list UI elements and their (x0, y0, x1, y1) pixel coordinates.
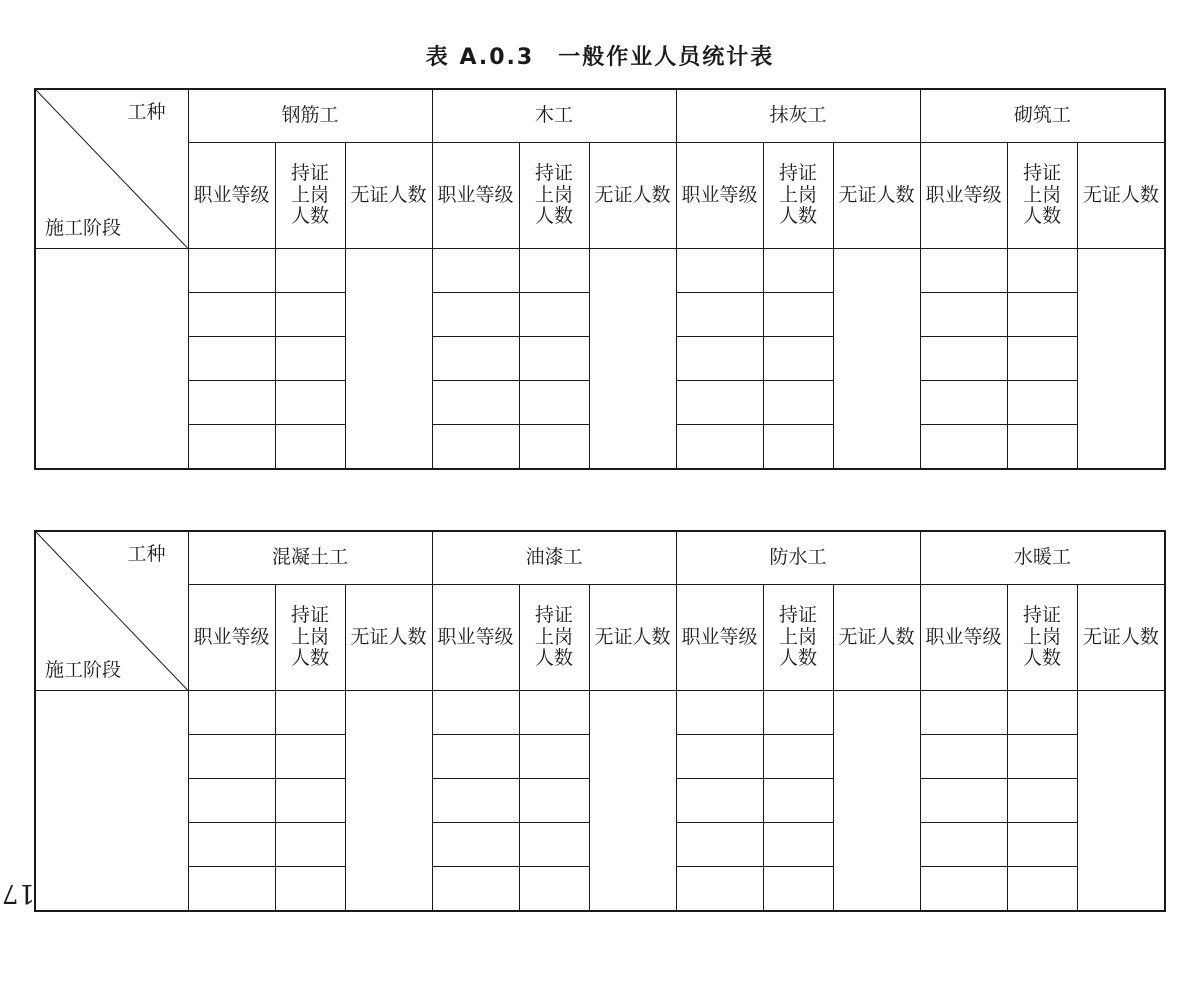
certified-count-cell[interactable] (275, 249, 345, 293)
certified-count-cell[interactable] (275, 293, 345, 337)
grade-cell[interactable] (432, 425, 519, 470)
grade-cell[interactable] (188, 823, 275, 867)
certified-count-cell[interactable] (275, 691, 345, 735)
certified-count-cell[interactable] (763, 823, 833, 867)
certified-count-cell[interactable] (519, 867, 589, 912)
trade-header: 油漆工 (432, 531, 676, 585)
certified-count-cell[interactable] (1007, 425, 1077, 470)
grade-cell[interactable] (920, 381, 1007, 425)
corner-label-stage: 施工阶段 (45, 659, 122, 682)
certified-count-cell[interactable] (519, 249, 589, 293)
certified-count-cell[interactable] (519, 823, 589, 867)
grade-cell[interactable] (432, 735, 519, 779)
certified-count-cell[interactable] (275, 867, 345, 912)
sub-header: 持证上岗人数 (519, 585, 589, 691)
grade-cell[interactable] (920, 823, 1007, 867)
grade-cell[interactable] (188, 249, 275, 293)
table-row (35, 249, 1165, 293)
sub-header: 职业等级 (188, 143, 275, 249)
sub-header: 持证上岗人数 (275, 143, 345, 249)
grade-cell[interactable] (920, 735, 1007, 779)
grade-cell[interactable] (188, 691, 275, 735)
sub-header: 职业等级 (188, 585, 275, 691)
sub-header: 无证人数 (589, 143, 676, 249)
sub-header: 职业等级 (676, 143, 763, 249)
trade-header: 混凝土工 (188, 531, 432, 585)
sub-header: 职业等级 (920, 143, 1007, 249)
trade-header: 钢筋工 (188, 89, 432, 143)
certified-count-cell[interactable] (519, 337, 589, 381)
certified-count-cell[interactable] (519, 425, 589, 470)
uncertified-count-cell[interactable] (589, 691, 676, 912)
certified-count-cell[interactable] (519, 381, 589, 425)
uncertified-count-cell[interactable] (345, 249, 432, 470)
grade-cell[interactable] (676, 735, 763, 779)
grade-cell[interactable] (188, 779, 275, 823)
grade-cell[interactable] (676, 249, 763, 293)
grade-cell[interactable] (188, 735, 275, 779)
sub-header: 职业等级 (432, 585, 519, 691)
trade-header-row (35, 89, 1165, 143)
grade-cell[interactable] (432, 823, 519, 867)
trade-header: 抹灰工 (676, 89, 920, 143)
table-row (35, 691, 1165, 735)
uncertified-count-cell[interactable] (833, 249, 920, 470)
certified-count-cell[interactable] (519, 293, 589, 337)
certified-count-cell[interactable] (1007, 337, 1077, 381)
grade-cell[interactable] (676, 779, 763, 823)
certified-count-cell[interactable] (763, 381, 833, 425)
certified-count-cell[interactable] (763, 293, 833, 337)
sub-header: 无证人数 (833, 143, 920, 249)
sub-header: 无证人数 (1077, 585, 1165, 691)
grade-cell[interactable] (432, 867, 519, 912)
table-title: 表 A.0.3 一般作业人员统计表 (425, 45, 775, 70)
trade-header: 防水工 (676, 531, 920, 585)
grade-cell[interactable] (920, 337, 1007, 381)
grade-cell[interactable] (188, 337, 275, 381)
statistics-table (34, 88, 1166, 470)
grade-cell[interactable] (920, 691, 1007, 735)
grade-cell[interactable] (432, 337, 519, 381)
certified-count-cell[interactable] (763, 337, 833, 381)
grade-cell[interactable] (676, 425, 763, 470)
trade-header: 水暖工 (920, 531, 1165, 585)
diagonal-corner-cell (35, 531, 188, 691)
stage-cell[interactable] (35, 691, 188, 912)
grade-cell[interactable] (920, 779, 1007, 823)
grade-cell[interactable] (676, 293, 763, 337)
grade-cell[interactable] (432, 381, 519, 425)
sub-header: 无证人数 (1077, 143, 1165, 249)
grade-cell[interactable] (920, 867, 1007, 912)
grade-cell[interactable] (432, 249, 519, 293)
sub-header: 持证上岗人数 (1007, 143, 1077, 249)
certified-count-cell[interactable] (763, 735, 833, 779)
certified-count-cell[interactable] (763, 867, 833, 912)
sub-header: 无证人数 (589, 585, 676, 691)
sub-header-row (35, 143, 1165, 249)
grade-cell[interactable] (188, 293, 275, 337)
grade-cell[interactable] (432, 293, 519, 337)
page-number: 17 (2, 878, 36, 908)
certified-count-cell[interactable] (275, 779, 345, 823)
certified-count-cell[interactable] (519, 779, 589, 823)
sub-header: 持证上岗人数 (519, 143, 589, 249)
certified-count-cell[interactable] (275, 823, 345, 867)
certified-count-cell[interactable] (763, 425, 833, 470)
certified-count-cell[interactable] (519, 735, 589, 779)
grade-cell[interactable] (920, 425, 1007, 470)
sub-header: 职业等级 (920, 585, 1007, 691)
sub-header: 持证上岗人数 (1007, 585, 1077, 691)
certified-count-cell[interactable] (519, 691, 589, 735)
sub-header: 职业等级 (432, 143, 519, 249)
sub-header: 无证人数 (345, 143, 432, 249)
sub-header: 无证人数 (833, 585, 920, 691)
certified-count-cell[interactable] (275, 337, 345, 381)
grade-cell[interactable] (676, 337, 763, 381)
certified-count-cell[interactable] (1007, 823, 1077, 867)
grade-cell[interactable] (432, 779, 519, 823)
grade-cell[interactable] (676, 381, 763, 425)
sub-header: 职业等级 (676, 585, 763, 691)
certified-count-cell[interactable] (1007, 249, 1077, 293)
corner-label-stage: 施工阶段 (45, 217, 122, 240)
stage-cell[interactable] (35, 249, 188, 470)
certified-count-cell[interactable] (1007, 735, 1077, 779)
certified-count-cell[interactable] (275, 425, 345, 470)
trade-header-row (35, 531, 1165, 585)
uncertified-count-cell[interactable] (1077, 249, 1165, 470)
grade-cell[interactable] (188, 867, 275, 912)
sub-header: 持证上岗人数 (275, 585, 345, 691)
corner-label-trade: 工种 (127, 101, 166, 123)
sub-header: 无证人数 (345, 585, 432, 691)
grade-cell[interactable] (920, 249, 1007, 293)
grade-cell[interactable] (188, 381, 275, 425)
uncertified-count-cell[interactable] (589, 249, 676, 470)
uncertified-count-cell[interactable] (345, 691, 432, 912)
grade-cell[interactable] (188, 425, 275, 470)
trade-header: 砌筑工 (920, 89, 1165, 143)
grade-cell[interactable] (432, 691, 519, 735)
grade-cell[interactable] (676, 823, 763, 867)
sub-header: 持证上岗人数 (763, 143, 833, 249)
certified-count-cell[interactable] (763, 249, 833, 293)
certified-count-cell[interactable] (1007, 381, 1077, 425)
certified-count-cell[interactable] (1007, 691, 1077, 735)
certified-count-cell[interactable] (763, 779, 833, 823)
grade-cell[interactable] (676, 867, 763, 912)
grade-cell[interactable] (920, 293, 1007, 337)
certified-count-cell[interactable] (275, 381, 345, 425)
sub-header-row (35, 585, 1165, 691)
certified-count-cell[interactable] (1007, 779, 1077, 823)
certified-count-cell[interactable] (1007, 867, 1077, 912)
certified-count-cell[interactable] (1007, 293, 1077, 337)
corner-label-trade: 工种 (127, 543, 166, 565)
grade-cell[interactable] (676, 691, 763, 735)
certified-count-cell[interactable] (763, 691, 833, 735)
sub-header: 持证上岗人数 (763, 585, 833, 691)
trade-header: 木工 (432, 89, 676, 143)
statistics-table (34, 530, 1166, 912)
certified-count-cell[interactable] (275, 735, 345, 779)
uncertified-count-cell[interactable] (833, 691, 920, 912)
diagonal-corner-cell (35, 89, 188, 249)
uncertified-count-cell[interactable] (1077, 691, 1165, 912)
